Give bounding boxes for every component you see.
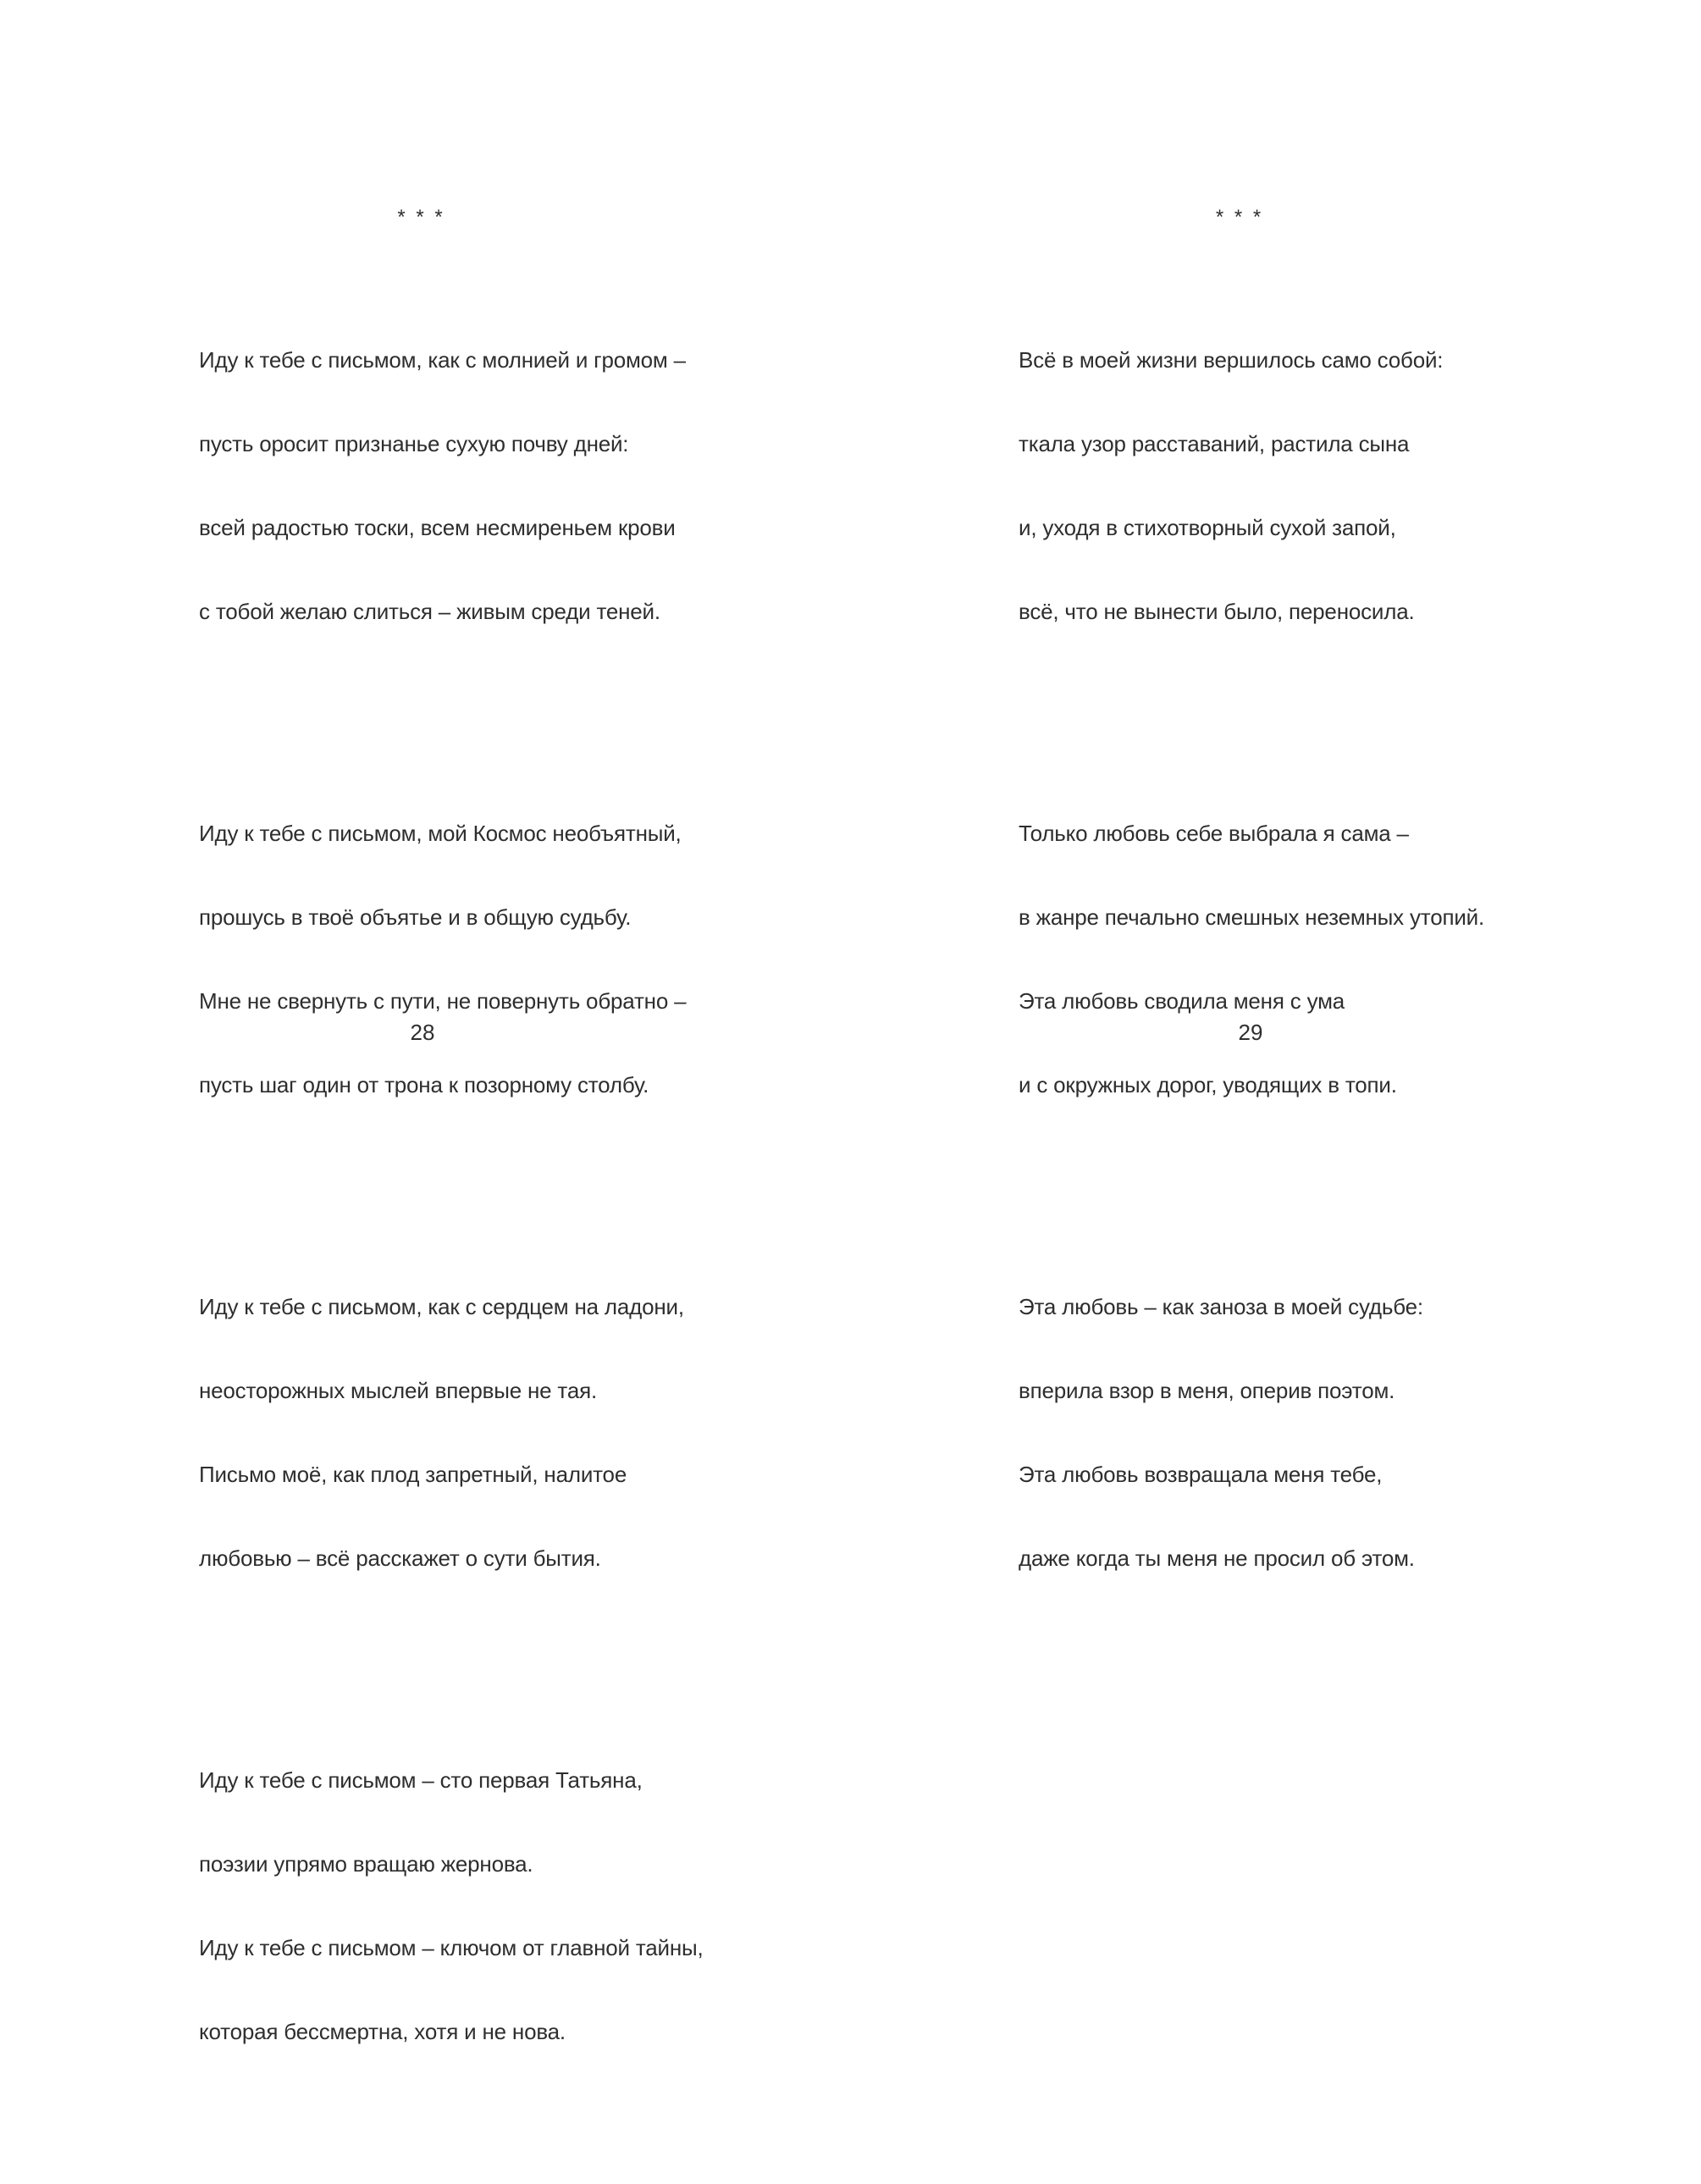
poem-line: любовью – всё расскажет о сути бытия. (199, 1545, 601, 1571)
poem-right (1019, 235, 1484, 1711)
poem-line: которая бессмертна, хотя и не нова. (199, 2019, 566, 2044)
poem-line: ткала узор расставаний, растила сына (1019, 431, 1410, 456)
poem-line: вперила взор в меня, оперив поэтом. (1019, 1378, 1395, 1403)
poem-line: Всё в моей жизни вершилось само собой: (1019, 347, 1444, 373)
stanza (1019, 290, 1484, 682)
stanza (1019, 764, 1484, 1155)
poem-line: и, уходя в стихотворный сухой запой, (1019, 515, 1396, 540)
poem-line: Иду к тебе с письмом – сто первая Татьяна, (199, 1767, 643, 1793)
poem-line: Иду к тебе с письмом – ключом от главной тайны, (199, 1935, 704, 1960)
page-left (0, 0, 850, 2044)
poem-line: поэзии упрямо вращаю жернова. (199, 1851, 533, 1877)
poem-line: Иду к тебе с письмом, мой Космос необъятный, (199, 821, 682, 846)
stanza (199, 290, 704, 682)
poem-line: и с окружных дорог, уводящих в топи. (1019, 1072, 1397, 1098)
poem-line: Эта любовь – как заноза в моей судьбе: (1019, 1294, 1423, 1319)
page-number-left: 28 (410, 1020, 435, 1045)
page-number-right: 29 (1238, 1020, 1263, 1045)
stanza (1019, 1237, 1484, 1628)
poem-line: неосторожных мыслей впервые не тая. (199, 1378, 598, 1403)
poem-line: всё, что не вынести было, переносила. (1019, 599, 1415, 624)
stanza (199, 764, 704, 1155)
poem-left (199, 235, 704, 2184)
poem-line: пусть оросит признанье сухую почву дней: (199, 431, 629, 456)
section-divider-stars: * * * (1215, 206, 1264, 229)
poem-line: всей радостью тоски, всем несмиреньем крови (199, 515, 676, 540)
poem-line: даже когда ты меня не просил об этом. (1019, 1545, 1415, 1571)
poem-line: Мне не свернуть с пути, не повернуть обратно – (199, 988, 687, 1014)
poem-line: Эта любовь возвращала меня тебе, (1019, 1462, 1383, 1487)
poem-line: в жанре печально смешных неземных утопий. (1019, 904, 1485, 930)
poem-line: с тобой желаю слиться – живым среди теней. (199, 599, 660, 624)
poem-line: Иду к тебе с письмом, как с молнией и громом – (199, 347, 686, 373)
poem-line: Иду к тебе с письмом, как с сердцем на ладони, (199, 1294, 684, 1319)
poem-line: Только любовь себе выбрала я сама – (1019, 821, 1409, 846)
stanza (199, 1711, 704, 2102)
poem-line: Эта любовь сводила меня с ума (1019, 988, 1345, 1014)
poem-line: Письмо моё, как плод запретный, налитое (199, 1462, 627, 1487)
stanza (199, 1237, 704, 1628)
poem-line: прошусь в твоё объятье и в общую судьбу. (199, 904, 632, 930)
poem-line: пусть шаг один от трона к позорному столбу. (199, 1072, 649, 1098)
section-divider-stars: * * * (397, 206, 445, 229)
page-right (850, 0, 1701, 1571)
